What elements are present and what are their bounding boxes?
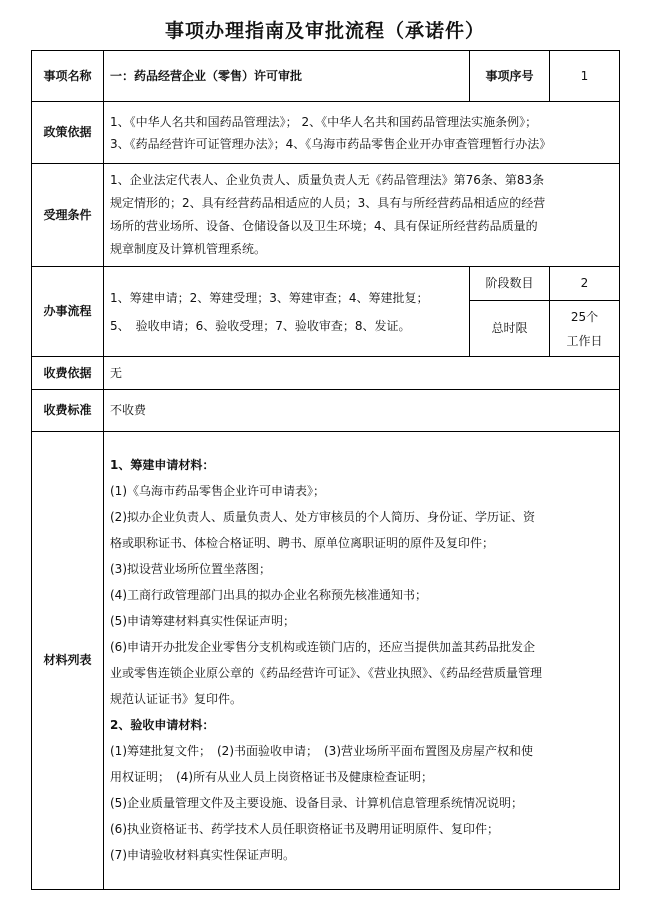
policy-label: 政策依据 <box>32 102 104 164</box>
materials-item: (7)申请验收材料真实性保证声明。 <box>110 848 295 862</box>
materials-item: (1)《乌海市药品零售企业许可申请表》； <box>110 484 325 498</box>
materials-item: 用权证明； (4)所有从业人员上岗资格证书及健康检查证明； <box>110 770 434 784</box>
row-materials <box>32 432 620 890</box>
materials-item: (4)工商行政管理部门出具的拟办企业名称预先核准通知书； <box>110 588 428 602</box>
process-label: 办事流程 <box>32 267 104 357</box>
materials-item: (6)申请开办批发企业零售分支机构或连锁门店的，还应当提供加盖其药品批发企 <box>110 640 536 654</box>
policy-line: 3、《药品经营许可证管理办法》；4、《乌海市药品零售企业开办审查管理暂行办法》 <box>110 136 552 151</box>
fee-basis-label: 收费依据 <box>32 357 104 390</box>
conditions-line: 场所的营业场所、设备、仓储设备以及卫生环境；4、具有保证所经营药品质量的 <box>110 219 538 233</box>
time-label: 总时限 <box>470 301 550 357</box>
process-line: 1、筹建申请；2、筹建受理；3、筹建审查；4、筹建批复； <box>110 290 429 305</box>
conditions-content <box>104 164 620 267</box>
time-value <box>550 301 620 357</box>
stages-label: 阶段数目 <box>470 267 550 301</box>
materials-item: 格或职称证书、体检合格证明、聘书、原单位离职证明的原件及复印件； <box>110 536 495 550</box>
materials-content <box>104 432 620 890</box>
conditions-line: 1、企业法定代表人、企业负责人、质量负责人无《药品管理法》第76条、第83条 <box>110 173 545 187</box>
fee-standard-label: 收费标准 <box>32 390 104 432</box>
materials-item: (6)执业资格证书、药学技术人员任职资格证书及聘用证明原件、复印件； <box>110 822 500 836</box>
materials-item: (2)拟办企业负责人、质量负责人、处方审核员的个人简历、身份证、学历证、资 <box>110 510 536 524</box>
materials-item: 业或零售连锁企业原公章的《药品经营许可证》、《营业执照》、《药品经营质量管理 <box>110 666 543 680</box>
materials-section-title: 1、筹建申请材料： <box>110 458 215 472</box>
fee-basis-value: 无 <box>104 357 620 390</box>
row-policy <box>32 102 620 164</box>
fee-standard-value: 不收费 <box>104 390 620 432</box>
row-fee-standard <box>32 390 620 432</box>
policy-line: 1、《中华人名共和国药品管理法》； 2、《中华人名共和国药品管理法实施条例》； <box>110 114 538 129</box>
policy-content <box>104 102 620 164</box>
materials-label: 材料列表 <box>32 432 104 890</box>
guide-table <box>31 50 620 890</box>
time-value-line: 工作日 <box>566 333 603 348</box>
materials-item: (5)申请筹建材料真实性保证声明； <box>110 614 295 628</box>
conditions-line: 规章制度及计算机管理系统。 <box>110 242 267 256</box>
item-seq-value: 1 <box>550 51 620 102</box>
row-conditions <box>32 164 620 267</box>
row-fee-basis <box>32 357 620 390</box>
row-process <box>32 267 620 301</box>
process-content <box>104 267 470 357</box>
conditions-line: 规定情形的；2、具有经营药品相适应的人员；3、具有与所经营药品相适应的经营 <box>110 196 546 210</box>
conditions-label: 受理条件 <box>32 164 104 267</box>
item-name-value: 一：药品经营企业（零售）许可审批 <box>104 51 470 102</box>
materials-item: 规范认证证书》复印件。 <box>110 692 243 706</box>
materials-item: (5)企业质量管理文件及主要设施、设备目录、计算机信息管理系统情况说明； <box>110 796 524 810</box>
materials-item: (3)拟设营业场所位置坐落图； <box>110 562 271 576</box>
stages-value: 2 <box>550 267 620 301</box>
page-title: 事项办理指南及审批流程（承诺件） <box>164 20 485 42</box>
item-seq-label: 事项序号 <box>470 51 550 102</box>
process-line: 5、 验收申请；6、验收受理；7、验收审查；8、发证。 <box>110 318 411 333</box>
row-item-name <box>32 51 620 102</box>
item-name-label: 事项名称 <box>32 51 104 102</box>
materials-item: (1)筹建批复文件； (2)书面验收申请； (3)营业场所平面布置图及房屋产权和使 <box>110 744 533 758</box>
materials-section-title: 2、验收申请材料： <box>110 718 215 732</box>
time-value-line: 25个 <box>570 309 599 324</box>
